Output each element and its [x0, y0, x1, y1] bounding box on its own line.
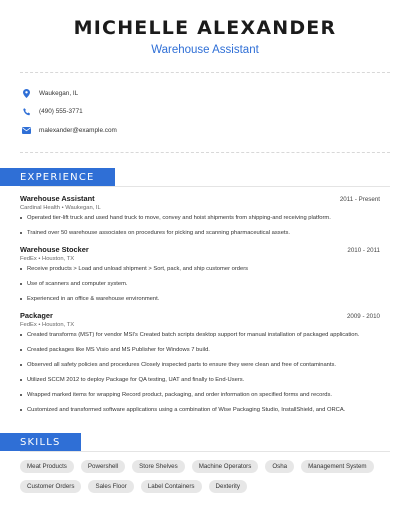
job-bullet: Utilized SCCM 2012 to deploy Package for QA testing, UAT and finally to End-Users.	[20, 377, 380, 384]
skills-list	[0, 460, 410, 493]
skill-tag: Dexterity	[209, 480, 247, 493]
experience-heading: EXPERIENCE	[0, 168, 115, 186]
job-bullet: Created transforms (MST) for vendor MSI's Created batch scripts desktop support for manual installation of packaged application.	[20, 332, 380, 339]
job-bullet: Use of scanners and computer system.	[20, 281, 380, 288]
job-role: Packager	[20, 310, 53, 320]
job-role: Warehouse Assistant	[20, 193, 95, 203]
job-dates: 2011 - Present	[339, 195, 380, 203]
candidate-name: MICHELLE ALEXANDER	[73, 17, 337, 39]
skills-rule	[20, 451, 390, 452]
job-bullet: Wrapped marked items for wrapping Record product, packaging, and order information on specified forms and records.	[20, 392, 380, 399]
job-bullet: Operated tier-lift truck and used hand truck to move, convey and hoist shipments from shipping-and receiving platform.	[20, 215, 380, 222]
job-dates: 2010 - 2011	[347, 246, 380, 254]
skill-tag: Osha	[265, 460, 294, 473]
contact-divider	[20, 152, 390, 153]
job-employer: Cardinal Health • Waukegan, IL	[20, 204, 101, 211]
contact-list	[0, 73, 410, 152]
job-bullets	[20, 266, 380, 303]
job-entry	[20, 194, 380, 237]
job-entry	[20, 311, 380, 414]
skill-tag: Store Shelves	[132, 460, 185, 473]
location-pin-icon	[22, 89, 31, 98]
job-role: Warehouse Stocker	[20, 244, 89, 254]
experience-section	[0, 167, 410, 414]
skill-tag: Customer Orders	[20, 480, 81, 493]
job-dates: 2009 - 2010	[346, 312, 380, 320]
envelope-icon	[22, 126, 31, 135]
job-entry	[20, 245, 380, 303]
job-employer: FedEx • Houston, TX	[20, 321, 75, 328]
candidate-title: Warehouse Assistant	[151, 44, 259, 56]
job-bullet: Trained over 50 warehouse associates on procedures for picking and scanning pharmaceutical assets.	[20, 230, 380, 237]
job-bullets	[20, 215, 380, 237]
skill-tag: Sales Floor	[88, 480, 133, 493]
job-bullet: Created packages like MS Visio and MS Publisher for Windows 7 build.	[20, 347, 380, 354]
phone-icon	[22, 107, 31, 116]
contact-location	[22, 84, 410, 103]
contact-phone	[22, 103, 410, 122]
contact-email[interactable]	[22, 121, 410, 140]
job-employer: FedEx • Houston, TX	[20, 255, 75, 262]
skill-tag: Label Containers	[141, 480, 202, 493]
experience-rule	[20, 186, 390, 187]
job-bullet: Observed all safety policies and procedures Closely inspected parts to ensure they were clean and free of contaminants.	[20, 362, 380, 369]
skills-heading: SKILLS	[0, 433, 81, 451]
skill-tag: Management System	[301, 460, 373, 473]
job-bullet: Customized and transformed software applications using a combination of Wise Packaging Studio, InstallShield, and ORCA.	[20, 407, 380, 414]
location-text: Waukegan, IL	[39, 89, 79, 97]
resume-header	[0, 0, 410, 56]
skill-tag: Powershell	[81, 460, 125, 473]
job-bullet: Receive products > Load and unload shipment > Sort, pack, and ship customer orders	[20, 266, 380, 273]
skills-section	[0, 432, 410, 493]
phone-text: (490) 555-3771	[39, 108, 83, 116]
skill-tag: Meat Products	[20, 460, 74, 473]
job-bullet: Experienced in an office & warehouse environment.	[20, 296, 380, 303]
job-bullets	[20, 332, 380, 414]
email-text[interactable]: malexander@example.com	[39, 126, 117, 134]
job-list	[0, 194, 410, 414]
skill-tag: Machine Operators	[192, 460, 259, 473]
